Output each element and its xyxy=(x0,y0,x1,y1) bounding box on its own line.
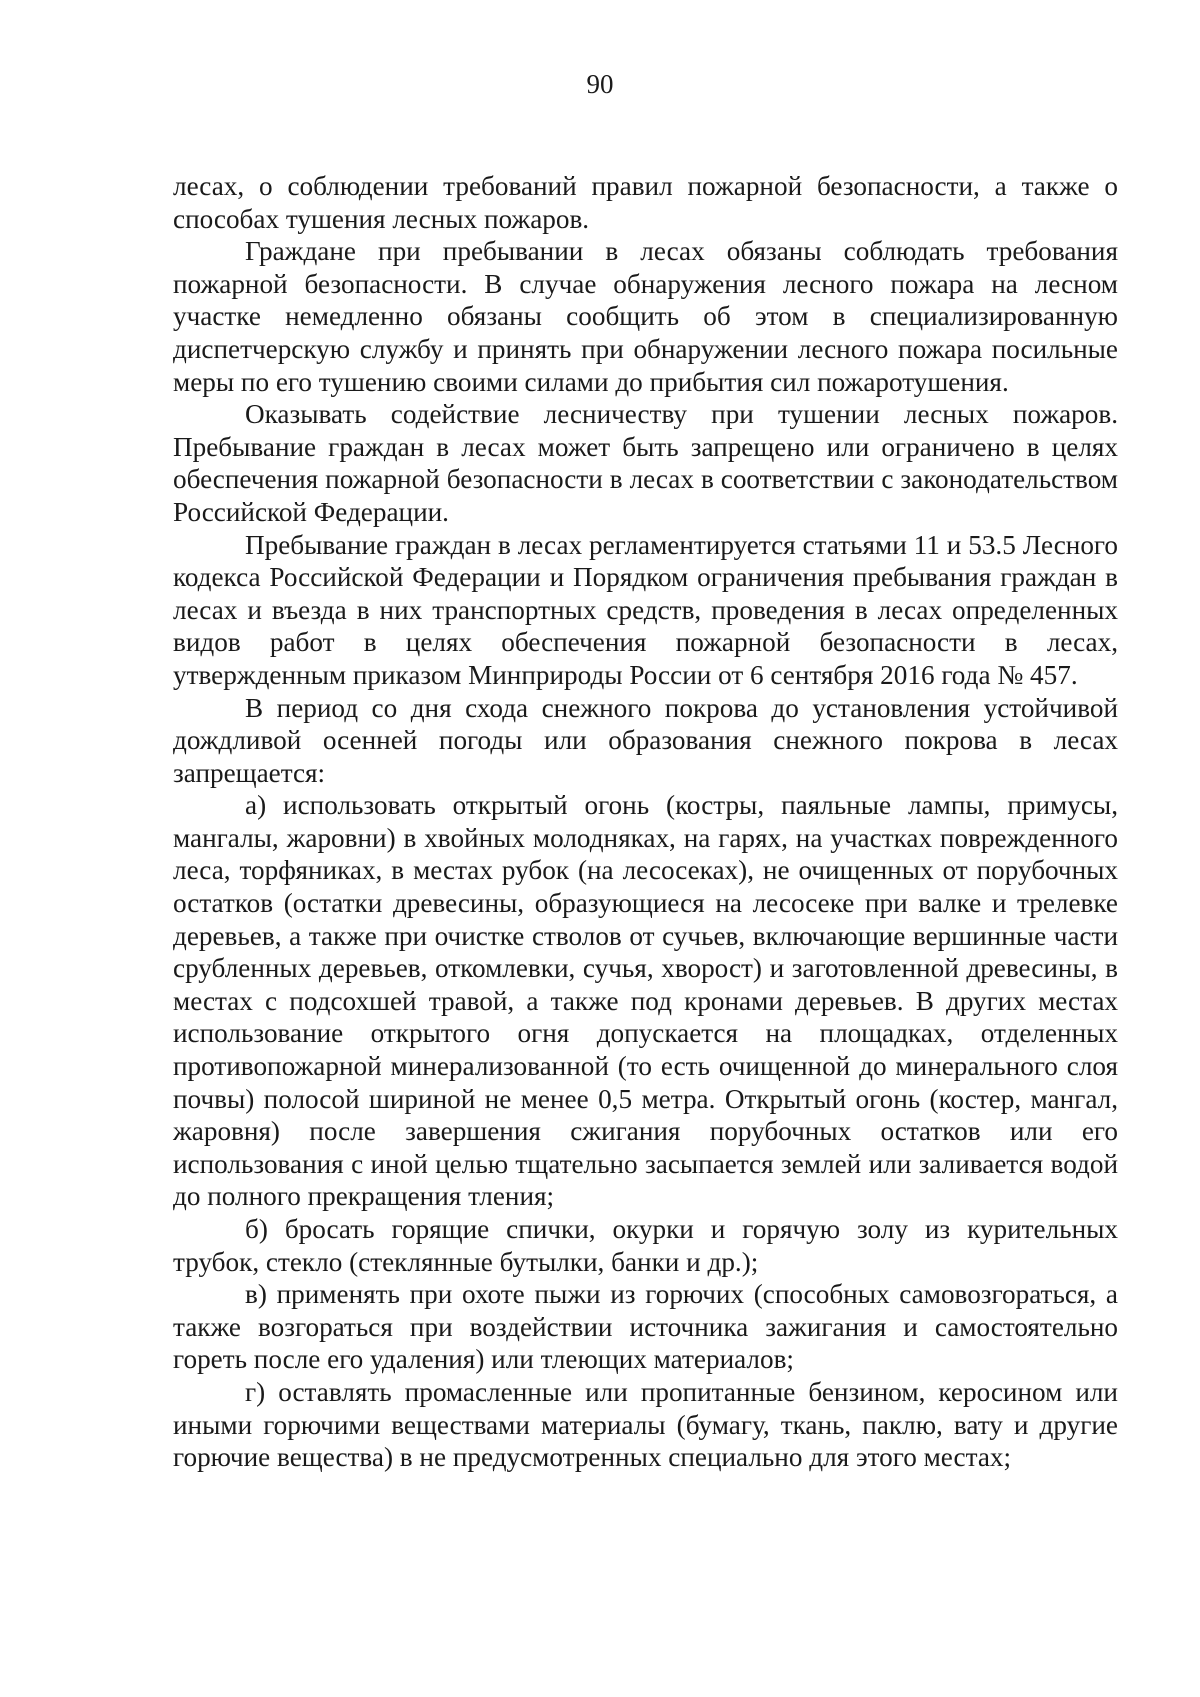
list-item-g: г) оставлять промасленные или пропитанные бензином, керосином или иными горючими веществами материалы (бумагу, ткань, паклю, вату и другие горючие вещества) в не предусмотренных специально для этого местах; xyxy=(173,1376,1118,1473)
page-number: 90 xyxy=(586,69,614,99)
paragraph-regulation: Пребывание граждан в лесах регламентируется статьями 11 и 53.5 Лесного кодекса Российской Федерации и Порядком ограничения пребывания граждан в лесах и въезда в них транспортных средств, проведения в лесах определенных видов работ в целях обеспечения пожарной безопасности в лесах, утвержденным приказом Минприроды России от 6 сентября 2016 года № 457. xyxy=(173,529,1118,690)
paragraph-assistance: Оказывать содействие лесничеству при тушении лесных пожаров. Пребывание граждан в лесах может быть запрещено или ограничено в целях обеспечения пожарной безопасности в лесах в соответствии с законодательством Российской Федерации. xyxy=(173,399,1118,527)
list-item-a: а) использовать открытый огонь (костры, паяльные лампы, примусы, мангалы, жаровни) в хвойных молодняках, на гарях, на участках поврежденного леса, торфяниках, в местах рубок (на лесосеках), не очищенных от порубочных остатков (остатки древесины, образующиеся на лесосеке при валке и трелевке деревьев, а также при очистке стволов от сучьев, включающие вершинные части срубленных деревьев, откомлевки, сучья, хворост) и заготовленной древесины, в местах с подсохшей травой, а также под кронами деревьев. В других местах использование открытого огня допускается на площадках, отделенных противопожарной минерализованной (то есть очищенной до минерального слоя почвы) полосой шириной не менее 0,5 метра. Открытый огонь (костер, мангал, жаровня) после завершения сжигания порубочных остатков или его использования с иной целью тщательно засыпается землей или заливается водой до полного прекращения тления; xyxy=(173,790,1118,1212)
paragraph-continuation: лесах, о соблюдении требований правил пожарной безопасности, а также о способах тушения лесных пожаров. xyxy=(173,171,1118,234)
body-text xyxy=(173,170,1118,1474)
paragraph-prohibited-intro: В период со дня схода снежного покрова до установления устойчивой дождливой осенней погоды или образования снежного покрова в лесах запрещается: xyxy=(173,692,1118,788)
paragraph-citizens-duties: Граждане при пребывании в лесах обязаны соблюдать требования пожарной безопасности. В случае обнаружения лесного пожара на лесном участке немедленно обязаны сообщить об этом в специализированную диспетчерскую службу и принять при обнаружении лесного пожара посильные меры по его тушению своими силами до прибытия сил пожаротушения. xyxy=(173,236,1118,397)
list-item-v: в) применять при охоте пыжи из горючих (способных самовозгораться, а также возгораться при воздействии источника зажигания и самостоятельно гореть после его удаления) или тлеющих материалов; xyxy=(173,1279,1118,1375)
list-item-b: б) бросать горящие спички, окурки и горячую золу из курительных трубок, стекло (стеклянные бутылки, банки и др.); xyxy=(173,1214,1118,1277)
